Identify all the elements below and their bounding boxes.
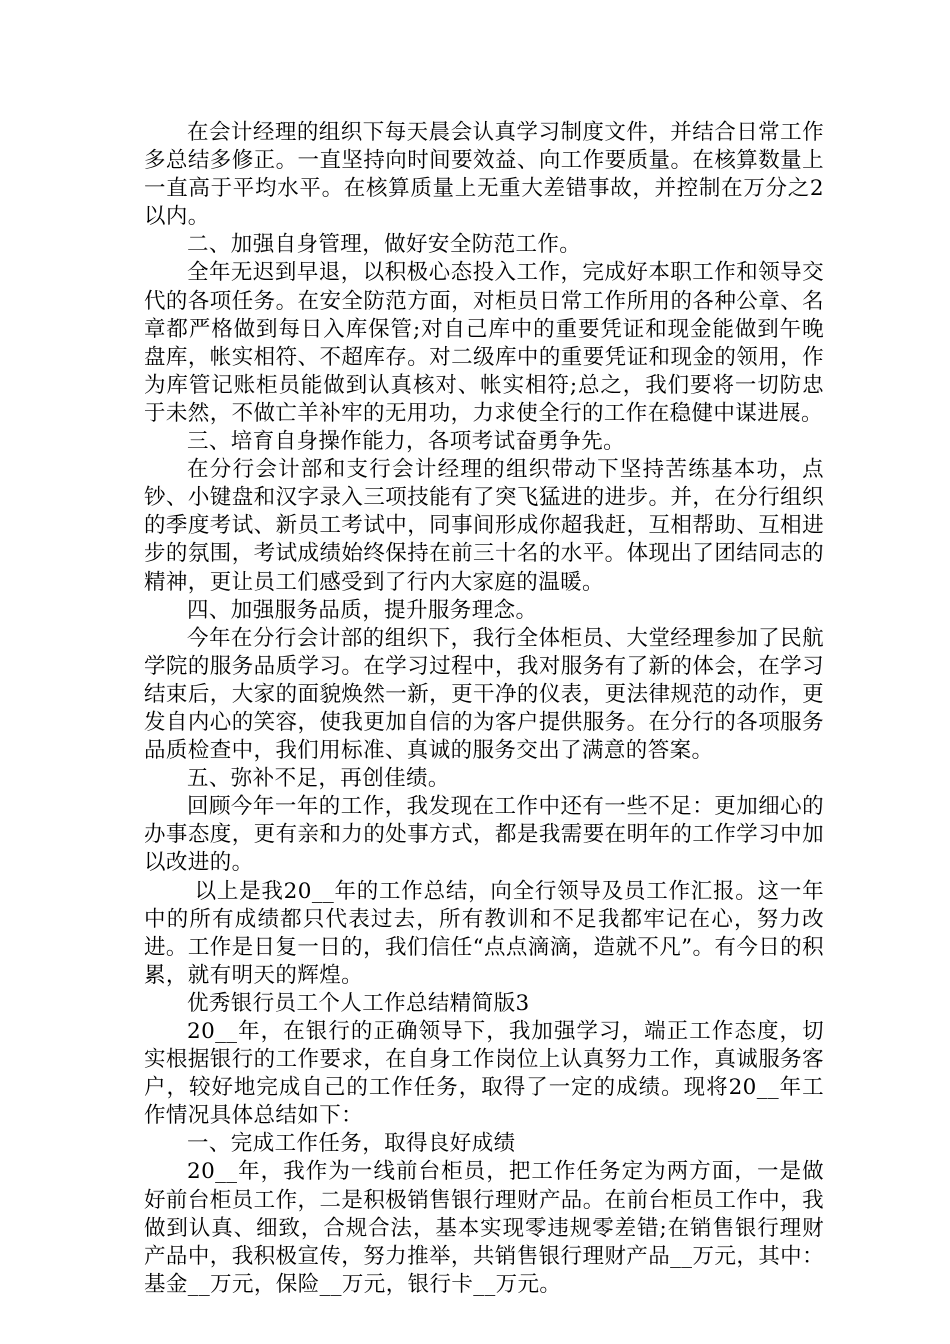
section-heading: 二、加强自身管理，做好安全防范工作。 [187, 232, 582, 258]
paragraph: 回顾今年一年的工作，我发现在工作中还有一些不足：更加细心的办事态度，更有亲和力的处事方式，都是我需要在明年的工作学习中加以改进的。 [144, 794, 824, 876]
section-heading: 三、培育自身操作能力，各项考试奋勇争先。 [187, 429, 626, 455]
paragraph: 全年无迟到早退，以积极心态投入工作，完成好本职工作和领导交代的各项任务。在安全防范方面，对柜员日常工作所用的各种公章、名章都严格做到每日入库保管;对自己库中的重要凭证和现金能做到午晚盘库，帐实相符、不超库存。对二级库中的重要凭证和现金的领用，作为库管记账柜员能做到认真核对、帐实相符;总之，我们要将一切防忠于未然，不做亡羊补牢的无用功，力求使全行的工作在稳健中谋进展。 [144, 260, 824, 426]
section-heading: 五、弥补不足，再创佳绩。 [187, 766, 450, 792]
paragraph: 在会计经理的组织下每天晨会认真学习制度文件，并结合日常工作多总结多修正。一直坚持向时间要效益、向工作要质量。在核算数量上一直高于平均水平。在核算质量上无重大差错事故，并控制在万分之2以内。 [144, 120, 824, 230]
section-heading: 一、完成工作任务，取得良好成绩 [187, 1131, 516, 1157]
paragraph: 以上是我20__年的工作总结，向全行领导及员工作汇报。这一年中的所有成绩都只代表过去，所有教训和不足我都牢记在心，努力改进。工作是日复一日的，我们信任“点点滴滴，造就不凡”。有今日的积累，就有明天的辉煌。 [144, 878, 824, 988]
paragraph: 20__年，在银行的正确领导下，我加强学习，端正工作态度，切实根据银行的工作要求，在自身工作岗位上认真努力工作，真诚服务客户，较好地完成自己的工作任务，取得了一定的成绩。现将20__年工作情况具体总结如下： [144, 1019, 824, 1129]
paragraph: 在分行会计部和支行会计经理的组织带动下坚持苦练基本功，点钞、小键盘和汉字录入三项技能有了突飞猛进的进步。并，在分行组织的季度考试、新员工考试中，同事间形成你超我赶，互相帮助、互相进步的氛围，考试成绩始终保持在前三十名的水平。体现出了团结同志的精神，更让员工们感受到了行内大家庭的温暖。 [144, 457, 824, 595]
document-title: 优秀银行员工个人工作总结精简版3 [187, 990, 530, 1016]
paragraph: 20__年，我作为一线前台柜员，把工作任务定为两方面，一是做好前台柜员工作，二是积极销售银行理财产品。在前台柜员工作中，我做到认真、细致，合规合法，基本实现零违规零差错;在销售银行理财产品中，我积极宣传，努力推举，共销售银行理财产品__万元，其中：基金__万元，保险__万元，银行卡__万元。 [144, 1159, 824, 1297]
document-body [144, 119, 824, 1299]
paragraph: 今年在分行会计部的组织下，我行全体柜员、大堂经理参加了民航学院的服务品质学习。在学习过程中，我对服务有了新的体会，在学习结束后，大家的面貌焕然一新，更干净的仪表，更法律规范的动作，更发自内心的笑容，使我更加自信的为客户提供服务。在分行的各项服务品质检查中，我们用标准、真诚的服务交出了满意的答案。 [144, 625, 824, 764]
section-heading: 四、加强服务品质，提升服务理念。 [187, 597, 538, 623]
